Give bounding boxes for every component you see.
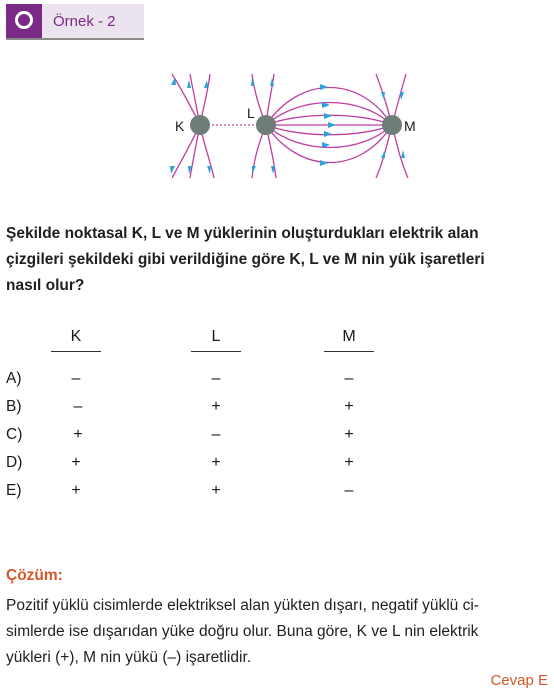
column-underline: [324, 351, 374, 352]
field-lines-figure: [150, 70, 430, 190]
option-b-l: +: [211, 398, 221, 415]
example-title: Örnek - 2: [53, 13, 116, 30]
question-line: nasıl olur?: [6, 277, 85, 294]
solution-line: yükleri (+), M nin yükü (–) işaretlidir.: [6, 649, 252, 666]
solution-line: simlerde ise dışarıdan yüke doğru olur. Buna göre, K ve L nin elektrik: [6, 623, 479, 640]
charge-k: [190, 115, 210, 135]
solution-text: [6, 593, 554, 671]
label-l: L: [247, 105, 255, 121]
column-header-l: L: [211, 328, 221, 345]
label-k: K: [175, 118, 185, 134]
question-text: [6, 221, 552, 299]
example-header: [6, 4, 144, 40]
column-underline: [51, 351, 101, 352]
option-d-label[interactable]: D): [6, 454, 23, 471]
column-header-m: M: [342, 328, 356, 345]
option-e-m: –: [344, 482, 354, 499]
solution-line: Pozitif yüklü cisimlerde elektriksel alan yükten dışarı, negatif yüklü ci-: [6, 597, 479, 614]
column-header-k: K: [70, 328, 82, 345]
answer-label: Cevap E: [490, 672, 548, 689]
charge-m: [382, 115, 402, 135]
option-d-l: +: [211, 454, 221, 471]
charge-l: [256, 115, 276, 135]
option-c-label[interactable]: C): [6, 426, 23, 443]
option-b-m: +: [344, 398, 354, 415]
option-a-m: –: [344, 370, 354, 387]
header-icon-box: [6, 4, 42, 38]
option-d-m: +: [344, 454, 354, 471]
option-b-k: –: [73, 398, 83, 415]
option-c-k: +: [73, 426, 83, 443]
solution-title: Çözüm:: [6, 567, 63, 584]
column-underline: [191, 351, 241, 352]
option-c-m: +: [344, 426, 354, 443]
question-line: çizgileri şekildeki gibi verildiğine göre K, L ve M nin yük işaretleri: [6, 251, 485, 268]
option-d-k: +: [71, 454, 81, 471]
option-a-k: –: [71, 370, 81, 387]
option-e-k: +: [71, 482, 81, 499]
option-c-l: –: [211, 426, 221, 443]
option-a-l: –: [211, 370, 221, 387]
option-b-label[interactable]: B): [6, 398, 22, 415]
option-e-label[interactable]: E): [6, 482, 22, 499]
label-m: M: [404, 118, 416, 134]
question-line: Şekilde noktasal K, L ve M yüklerinin oluşturdukları elektrik alan: [6, 225, 479, 242]
ring-icon: [15, 11, 33, 29]
option-e-l: +: [211, 482, 221, 499]
option-a-label[interactable]: A): [6, 370, 22, 387]
